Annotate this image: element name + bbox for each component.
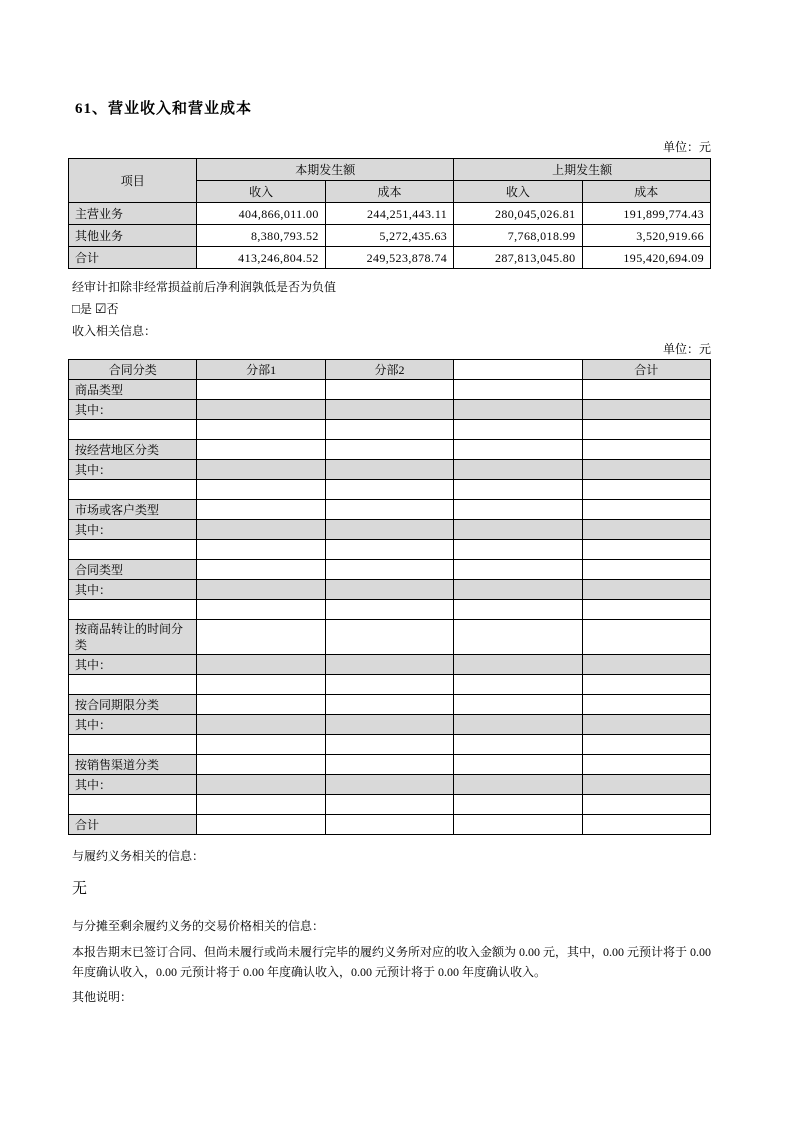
table2-category-row: [69, 620, 711, 655]
table2-empty-cell: [197, 480, 325, 500]
table2-empty-cell: [582, 815, 710, 835]
table1-header-current-period: 本期发生额: [197, 159, 454, 181]
other-notes-label: 其他说明：: [72, 990, 133, 1004]
table2-empty-cell: [454, 440, 582, 460]
table2-empty-cell: [454, 775, 582, 795]
obligation-info-label: 与履约义务相关的信息：: [72, 849, 205, 863]
table2-empty-cell: [582, 735, 710, 755]
table2-empty-cell: [582, 420, 710, 440]
table2-empty-cell: [325, 620, 453, 655]
revenue-cost-table: [68, 158, 711, 269]
table1-value-cell: 7,768,018.99: [454, 225, 582, 247]
table2-row-label: [69, 420, 197, 440]
checkbox-line: [68, 301, 711, 317]
table2-row-label: 市场或客户类型: [69, 500, 197, 520]
table2-header-cell: 合计: [582, 360, 710, 380]
table2-empty-cell: [197, 460, 325, 480]
table2-empty-cell: [454, 715, 582, 735]
table2-empty-cell: [454, 620, 582, 655]
table2-empty-cell: [325, 795, 453, 815]
table2-empty-cell: [454, 580, 582, 600]
checkbox-no: [95, 302, 119, 316]
table2-row-label: 其中：: [69, 655, 197, 675]
table2-empty-cell: [582, 795, 710, 815]
table2-empty-cell: [582, 600, 710, 620]
table2-subheader-row: [69, 520, 711, 540]
table2-row-label: 其中：: [69, 520, 197, 540]
table2-header-cell: 合同分类: [69, 360, 197, 380]
table2-row-label: [69, 540, 197, 560]
table2-empty-cell: [197, 655, 325, 675]
table2-header-row: [69, 360, 711, 380]
table2-empty-cell: [582, 675, 710, 695]
table2-empty-cell: [582, 775, 710, 795]
table2-empty-cell: [197, 400, 325, 420]
table2-empty-cell: [325, 500, 453, 520]
table2-category-row: [69, 440, 711, 460]
table2-empty-cell: [454, 655, 582, 675]
table2-empty-cell: [197, 755, 325, 775]
table2-empty-cell: [197, 795, 325, 815]
table2-empty-cell: [582, 655, 710, 675]
table2-empty-cell: [582, 440, 710, 460]
table1-header-prior-period: 上期发生额: [454, 159, 711, 181]
checkbox-no-label: 否: [106, 302, 119, 316]
table2-subheader-row: [69, 460, 711, 480]
table2-empty-cell: [197, 560, 325, 580]
table2-blank-row: [69, 480, 711, 500]
table2-empty-cell: [197, 600, 325, 620]
table1-row-label: 其他业务: [69, 225, 197, 247]
table2-empty-cell: [582, 715, 710, 735]
table2-empty-cell: [325, 460, 453, 480]
table2-empty-cell: [325, 695, 453, 715]
remaining-paragraph: 本报告期末已签订合同、但尚未履行或尚未履行完毕的履约义务所对应的收入金额为 0.00 元，其中，0.00 元预计将于 0.00 年度确认收入，0.00 元预计将于 0.00 年度确认收入，0.00 元预计将于 0.00 年度确认收入。: [72, 945, 712, 979]
checkbox-unchecked-icon: □: [72, 301, 80, 316]
table2-empty-cell: [325, 600, 453, 620]
table2-row-label: 按合同期限分类: [69, 695, 197, 715]
table2-row-label: [69, 675, 197, 695]
table2-empty-cell: [454, 420, 582, 440]
table1-subheader-income: 收入: [197, 181, 325, 203]
table2-subheader-row: [69, 655, 711, 675]
table2-empty-cell: [325, 655, 453, 675]
table2-row-label: 其中：: [69, 400, 197, 420]
table2-row-label: 其中：: [69, 715, 197, 735]
table2-empty-cell: [197, 520, 325, 540]
table2-empty-cell: [582, 500, 710, 520]
table1-row-label: 合计: [69, 247, 197, 269]
unit-label-top: 单位：元: [662, 140, 711, 154]
table2-empty-cell: [325, 420, 453, 440]
table2-category-row: [69, 815, 711, 835]
none-text: 无: [72, 881, 88, 897]
table2-row-label: 其中：: [69, 775, 197, 795]
table2-empty-cell: [197, 380, 325, 400]
table2-empty-cell: [325, 540, 453, 560]
table2-empty-cell: [454, 500, 582, 520]
table2-empty-cell: [325, 715, 453, 735]
table2-empty-cell: [325, 440, 453, 460]
table2-category-row: [69, 695, 711, 715]
table2-empty-cell: [197, 440, 325, 460]
table2-empty-cell: [454, 695, 582, 715]
table2-empty-cell: [582, 695, 710, 715]
document-page: [68, 0, 711, 1005]
table1-value-cell: 413,246,804.52: [197, 247, 325, 269]
table2-empty-cell: [197, 715, 325, 735]
table2-empty-cell: [582, 480, 710, 500]
table2-row-label: [69, 735, 197, 755]
table2-subheader-row: [69, 400, 711, 420]
table1-value-cell: 249,523,878.74: [325, 247, 453, 269]
table2-row-label: 按经营地区分类: [69, 440, 197, 460]
table2-empty-cell: [197, 695, 325, 715]
checkbox-yes-label: 是: [79, 302, 92, 316]
table2-empty-cell: [325, 480, 453, 500]
table1-value-cell: 195,420,694.09: [582, 247, 710, 269]
table1-data-row: [69, 225, 711, 247]
table2-empty-cell: [582, 540, 710, 560]
table2-empty-cell: [454, 460, 582, 480]
table2-empty-cell: [325, 735, 453, 755]
table2-empty-cell: [325, 815, 453, 835]
table2-empty-cell: [582, 520, 710, 540]
table1-header-row: [69, 159, 711, 181]
table2-empty-cell: [582, 580, 710, 600]
unit-label-middle: 单位：元: [662, 342, 711, 356]
checkbox-yes: [72, 302, 92, 316]
table2-subheader-row: [69, 580, 711, 600]
table2-empty-cell: [197, 735, 325, 755]
table1-subheader-cost: 成本: [325, 181, 453, 203]
table2-empty-cell: [325, 580, 453, 600]
table2-empty-cell: [582, 755, 710, 775]
table2-subheader-row: [69, 775, 711, 795]
table2-empty-cell: [454, 520, 582, 540]
table2-empty-cell: [197, 815, 325, 835]
table2-blank-row: [69, 735, 711, 755]
table2-empty-cell: [454, 600, 582, 620]
table2-category-row: [69, 380, 711, 400]
table2-blank-row: [69, 420, 711, 440]
table2-blank-row: [69, 600, 711, 620]
section-title: 61、营业收入和营业成本: [75, 101, 253, 117]
table1-value-cell: 244,251,443.11: [325, 203, 453, 225]
table1-value-cell: 3,520,919.66: [582, 225, 710, 247]
table2-empty-cell: [454, 380, 582, 400]
table1-value-cell: 5,272,435.63: [325, 225, 453, 247]
table2-empty-cell: [325, 775, 453, 795]
table2-empty-cell: [325, 520, 453, 540]
table2-empty-cell: [325, 400, 453, 420]
table2-empty-cell: [582, 560, 710, 580]
table2-category-row: [69, 755, 711, 775]
table2-category-row: [69, 500, 711, 520]
table2-empty-cell: [454, 560, 582, 580]
table2-header-cell: 分部1: [197, 360, 325, 380]
table1-value-cell: 191,899,774.43: [582, 203, 710, 225]
table2-empty-cell: [197, 500, 325, 520]
table1-header-item: 项目: [69, 159, 197, 203]
table2-empty-cell: [454, 795, 582, 815]
table2-empty-cell: [582, 620, 710, 655]
table2-empty-cell: [454, 815, 582, 835]
table2-empty-cell: [197, 775, 325, 795]
table1-row-label: 主营业务: [69, 203, 197, 225]
table2-row-label: [69, 600, 197, 620]
table2-empty-cell: [582, 380, 710, 400]
table2-empty-cell: [325, 675, 453, 695]
income-info-label: 收入相关信息：: [72, 324, 157, 338]
table2-empty-cell: [454, 400, 582, 420]
table2-empty-cell: [197, 420, 325, 440]
table2-row-label: 按销售渠道分类: [69, 755, 197, 775]
table2-empty-cell: [325, 380, 453, 400]
table2-header-cell: 分部2: [325, 360, 453, 380]
table2-empty-cell: [325, 560, 453, 580]
table2-empty-cell: [454, 755, 582, 775]
contract-classification-table: [68, 359, 711, 835]
table2-subheader-row: [69, 715, 711, 735]
table2-row-label: 其中：: [69, 580, 197, 600]
table2-row-label: [69, 480, 197, 500]
table2-empty-cell: [454, 540, 582, 560]
table2-empty-cell: [454, 675, 582, 695]
table1-data-row: [69, 203, 711, 225]
audit-question-text: 经审计扣除非经常损益前后净利润孰低是否为负值: [72, 280, 337, 294]
table2-empty-cell: [197, 620, 325, 655]
table2-blank-row: [69, 675, 711, 695]
table2-blank-row: [69, 795, 711, 815]
table2-empty-cell: [454, 480, 582, 500]
table2-row-label: [69, 795, 197, 815]
table1-value-cell: 404,866,011.00: [197, 203, 325, 225]
table2-empty-cell: [325, 755, 453, 775]
table2-empty-cell: [454, 735, 582, 755]
table2-row-label: 合同类型: [69, 560, 197, 580]
table2-empty-cell: [197, 675, 325, 695]
table2-row-label: 其中：: [69, 460, 197, 480]
table2-row-label: 按商品转让的时间分类: [69, 620, 197, 655]
table2-header-blank: [454, 360, 582, 380]
table1-value-cell: 8,380,793.52: [197, 225, 325, 247]
table1-value-cell: 280,045,026.81: [454, 203, 582, 225]
table2-category-row: [69, 560, 711, 580]
table2-row-label: 合计: [69, 815, 197, 835]
table1-subheader-income: 收入: [454, 181, 582, 203]
table2-empty-cell: [582, 400, 710, 420]
table1-subheader-cost: 成本: [582, 181, 710, 203]
table1-data-row: [69, 247, 711, 269]
table2-blank-row: [69, 540, 711, 560]
table2-empty-cell: [197, 580, 325, 600]
checkbox-checked-icon: ☑: [94, 301, 107, 316]
table2-empty-cell: [582, 460, 710, 480]
table2-empty-cell: [197, 540, 325, 560]
remaining-price-label: 与分摊至剩余履约义务的交易价格相关的信息：: [72, 919, 325, 933]
table1-value-cell: 287,813,045.80: [454, 247, 582, 269]
table2-row-label: 商品类型: [69, 380, 197, 400]
